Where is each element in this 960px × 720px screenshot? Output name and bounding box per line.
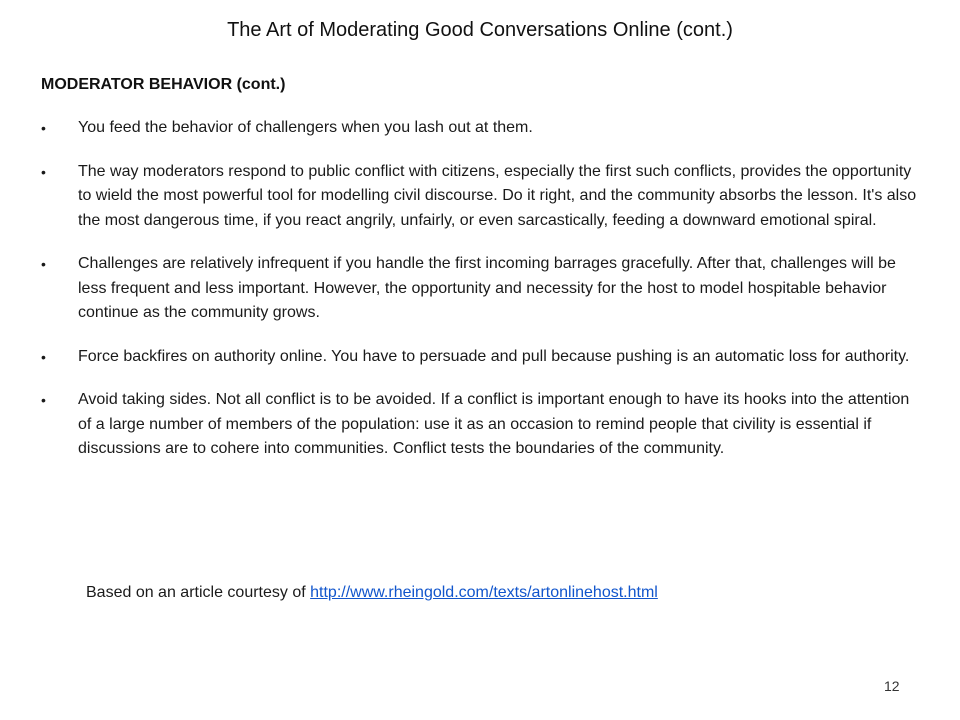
bullet-item <box>41 160 921 234</box>
bullet-text: The way moderators respond to public conflict with citizens, especially the first such conflicts, provides the opportunity to wield the most powerful tool for modelling civil discourse. Do it right, and the community absorbs the lesson. It's also the most dangerous time, if you react angrily, unfairly, or even sarcastically, feeding a downward emotional spiral. <box>78 162 917 229</box>
bullet-dot: • <box>41 256 46 272</box>
bullet-text: Force backfires on authority online. You have to persuade and pull because pushing is an automatic loss for authority. <box>78 347 910 365</box>
source-attribution <box>86 581 658 605</box>
page-number: 12 <box>884 678 900 694</box>
bullet-item <box>41 388 921 462</box>
slide-title: The Art of Moderating Good Conversations Online (cont.) <box>227 19 733 41</box>
source-prefix: Based on an article courtesy of <box>86 584 311 601</box>
bullet-dot: • <box>41 163 46 180</box>
bullet-dot: • <box>41 392 46 408</box>
bullet-text: Challenges are relatively infrequent if you handle the first incoming barrages gracefully. After that, challenges will be less frequent and less important. However, the opportunity and necessity for the host to model hospitable behavior continue as the community grows. <box>78 255 896 321</box>
bullet-item <box>41 116 921 141</box>
bullet-item <box>41 252 921 326</box>
bullet-text: You feed the behavior of challengers when you lash out at them. <box>78 119 533 136</box>
bullet-list <box>41 116 921 481</box>
bullet-item <box>41 345 921 370</box>
bullet-dot: • <box>41 120 46 136</box>
bullet-dot: • <box>41 348 46 365</box>
section-heading: MODERATOR BEHAVIOR (cont.) <box>41 76 286 93</box>
source-link[interactable]: http://www.rheingold.com/texts/artonlinehost.html <box>310 584 658 601</box>
bullet-text: Avoid taking sides. Not all conflict is to be avoided. If a conflict is important enough to have its hooks into the attention of a large number of members of the population: use it as an occasion to remind people that civility is essential if discussions are to cohere into communities. Conflict tests the boundaries of the community. <box>78 391 910 457</box>
